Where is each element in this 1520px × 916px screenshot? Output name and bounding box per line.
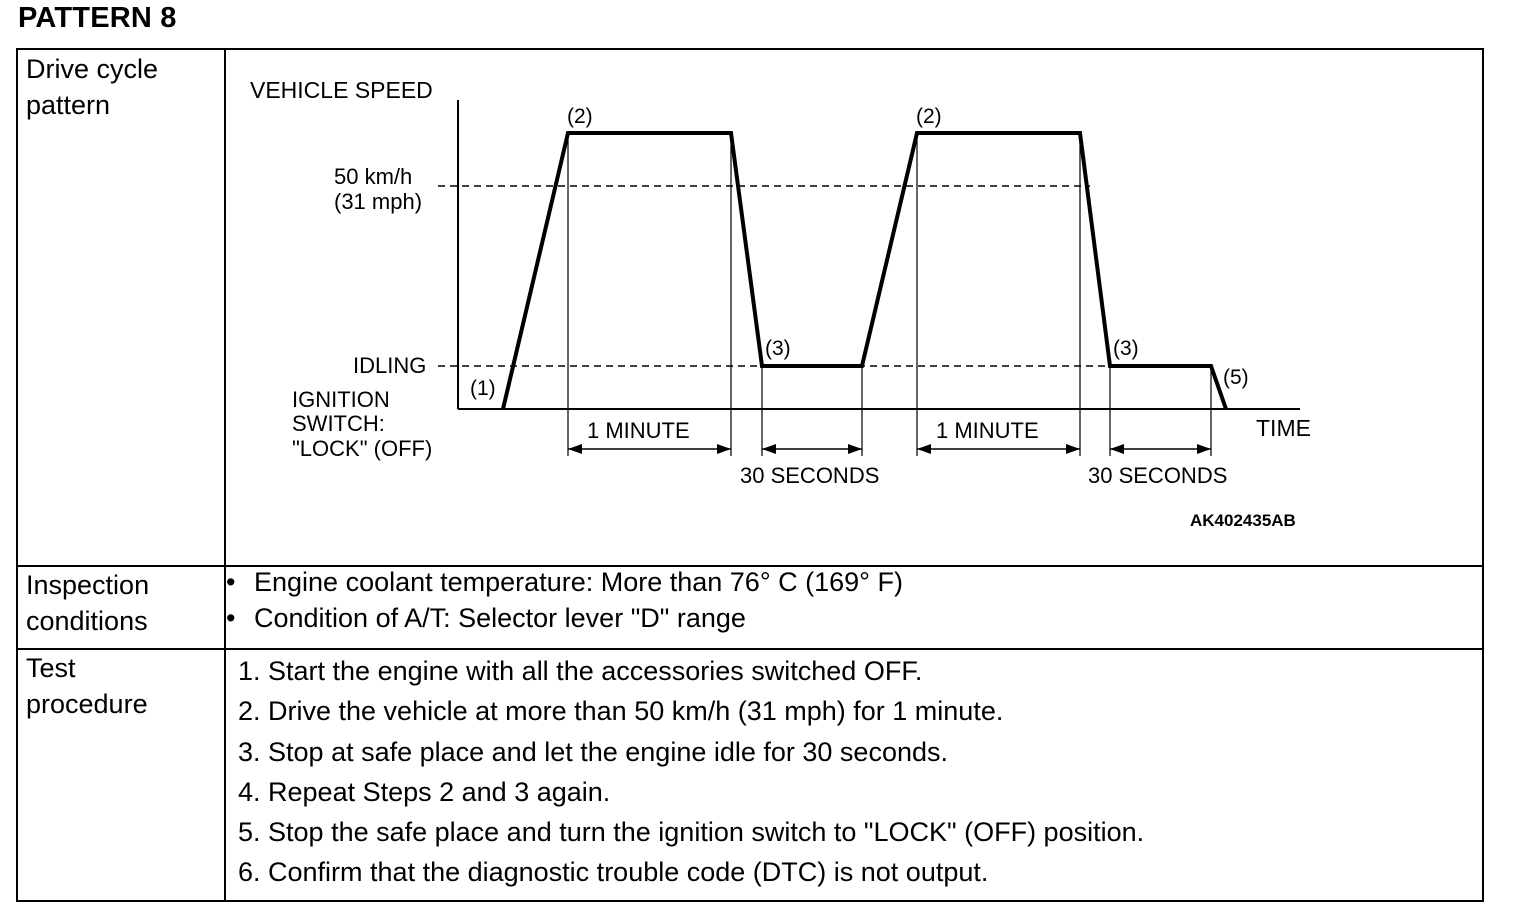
condition-text: Condition of A/T: Selector lever "D" range [254, 603, 746, 633]
inspection-conditions-list [224, 564, 903, 636]
ignition-label-line-1: IGNITION [292, 387, 390, 412]
marker-3-first: (3) [765, 337, 791, 360]
ignition-label-line-2: SWITCH: [292, 411, 385, 436]
figure-id: AK402435AB [1190, 511, 1296, 530]
interval-30-seconds-first: 30 SECONDS [740, 463, 880, 488]
drive-cycle-label: Drive cycle pattern [26, 54, 159, 120]
procedure-step: 1. Start the engine with all the accessories switched OFF. [238, 656, 923, 686]
marker-2-second: (2) [916, 105, 942, 128]
procedure-step: 6. Confirm that the diagnostic trouble code (DTC) is not output. [238, 857, 989, 888]
list-item [224, 600, 903, 636]
interval-guide-lines [568, 133, 1211, 456]
bullet-icon: • [226, 603, 236, 633]
speed-mph-label: (31 mph) [334, 189, 423, 214]
page-title: PATTERN 8 [18, 2, 177, 34]
inspection-conditions-label: Inspection conditions [26, 570, 150, 636]
procedure-step: 3. Stop at safe place and let the engine idle for 30 seconds. [238, 736, 948, 767]
marker-1: (1) [470, 377, 496, 400]
procedure-step: 5. Stop the safe place and turn the ignition switch to "LOCK" (OFF) position. [238, 817, 1145, 848]
list-item [224, 564, 903, 600]
vehicle-speed-label: VEHICLE SPEED [250, 77, 433, 103]
marker-3-second: (3) [1113, 337, 1139, 360]
speed-kmh-label: 50 km/h [334, 164, 413, 189]
marker-5: (5) [1223, 366, 1249, 389]
interval-30-seconds-second: 30 SECONDS [1088, 463, 1228, 488]
test-procedure-list [238, 653, 1144, 895]
condition-text: Engine coolant temperature: More than 76° C (169° F) [254, 567, 903, 597]
idling-label: IDLING [353, 353, 427, 378]
bullet-icon: • [226, 567, 236, 597]
test-procedure-label: Test procedure [26, 653, 148, 719]
ignition-label-line-3: "LOCK" (OFF) [292, 436, 433, 461]
interval-1-minute-second: 1 MINUTE [936, 418, 1039, 443]
marker-2-first: (2) [567, 105, 593, 128]
speed-profile-line [503, 133, 1226, 409]
interval-1-minute-first: 1 MINUTE [587, 418, 690, 443]
time-label: TIME [1256, 415, 1311, 441]
procedure-step: 2. Drive the vehicle at more than 50 km/h (31 mph) for 1 minute. [238, 696, 1004, 727]
procedure-step: 4. Repeat Steps 2 and 3 again. [238, 776, 611, 807]
